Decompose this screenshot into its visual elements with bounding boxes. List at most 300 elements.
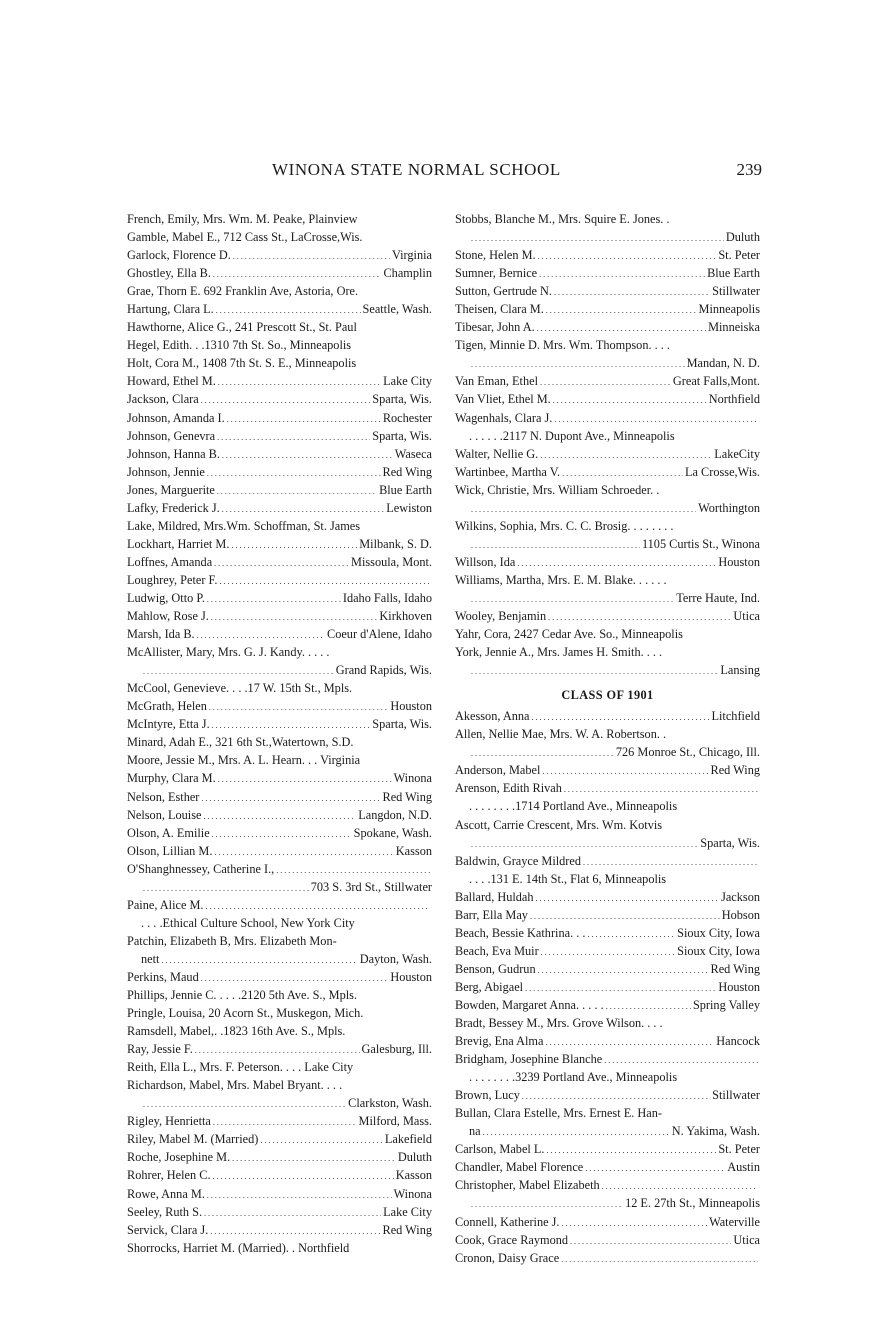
entry-place: Great Falls,Mont. <box>672 374 760 389</box>
entry-text: Moore, Jessie M., Mrs. A. L. Hearn. . . Virginia <box>127 753 361 768</box>
roster-entry <box>455 960 760 978</box>
roster-entry <box>127 968 432 986</box>
roster-entry <box>127 806 432 824</box>
dot-leader <box>260 1130 383 1148</box>
entry-text: Hawthorne, Alice G., 241 Prescott St., St. Paul <box>127 320 357 335</box>
roster-entry <box>127 372 432 390</box>
dot-leader <box>602 1176 758 1194</box>
entry-text: Yahr, Cora, 2427 Cedar Ave. So., Minneapolis <box>455 627 683 642</box>
roster-entry <box>127 1004 432 1022</box>
roster-entry <box>455 996 760 1014</box>
entry-text: Allen, Nellie Mae, Mrs. W. A. Robertson. . <box>455 727 667 742</box>
roster-entry <box>455 481 760 499</box>
roster-entry <box>127 517 432 535</box>
roster-entry <box>455 1068 760 1086</box>
entry-place: Lewiston <box>386 500 432 515</box>
entry-place: Sioux City, Iowa <box>677 925 760 940</box>
dot-leader <box>161 950 357 968</box>
entry-place: Blue Earth <box>707 266 760 281</box>
entry-place: 726 Monroe St., Chicago, Ill. <box>615 745 760 760</box>
entry-place: Winona <box>393 771 432 786</box>
entry-text: Gamble, Mabel E., 712 Cass St., LaCrosse,Wis. <box>127 230 363 245</box>
entry-text: Wilkins, Sophia, Mrs. C. C. Brosig. . . . . . . . <box>455 518 674 533</box>
roster-entry <box>127 445 432 463</box>
roster-entry <box>455 1014 760 1032</box>
roster-entry <box>455 1104 760 1122</box>
entry-text: McCool, Genevieve. . . .17 W. 15th St., Mpls. <box>127 681 353 696</box>
entry-name: Van Eman, Ethel <box>455 374 538 389</box>
entry-name: Johnson, Hanna B. <box>127 446 220 461</box>
entry-place: 1105 Curtis St., Winona <box>641 536 760 551</box>
roster-entry <box>127 788 432 806</box>
roster-entry <box>455 779 760 797</box>
dot-leader <box>562 1213 708 1231</box>
entry-name: Servick, Clara J. <box>127 1222 209 1237</box>
roster-entry <box>127 1022 432 1040</box>
dot-leader <box>538 960 709 978</box>
roster-entry <box>455 228 760 246</box>
entry-place: Stillwater <box>712 284 760 299</box>
entry-name: Lockhart, Harriet M. <box>127 536 230 551</box>
entry-name: Ray, Jessie F. <box>127 1042 193 1057</box>
entry-place: Utica <box>733 1232 760 1247</box>
dot-leader <box>548 607 731 625</box>
dot-leader <box>471 535 640 553</box>
entry-place: Kasson <box>395 1168 432 1183</box>
entry-name: McGrath, Helen <box>127 699 207 714</box>
entry-text: Hegel, Edith. . .1310 7th St. So., Minneapolis <box>127 338 352 353</box>
entry-place: Houston <box>718 979 760 994</box>
dot-leader <box>212 715 371 733</box>
dot-leader <box>219 571 430 589</box>
roster-entry <box>127 1058 432 1076</box>
entry-name: Loffnes, Amanda <box>127 554 213 569</box>
entry-place: Austin <box>727 1160 760 1175</box>
dot-leader <box>583 852 758 870</box>
roster-entry <box>455 1194 760 1212</box>
entry-name: Benson, Gudrun <box>455 961 536 976</box>
roster-entry <box>455 816 760 834</box>
dot-leader <box>604 1050 758 1068</box>
dot-leader <box>218 769 392 787</box>
dot-leader <box>210 1221 380 1239</box>
roster-continued <box>455 210 760 679</box>
roster-entry <box>455 743 760 761</box>
entry-place: Red Wing <box>382 789 432 804</box>
entry-place: Spring Valley <box>692 997 760 1012</box>
entry-place: Hobson <box>721 907 760 922</box>
entry-name: Johnson, Amanda I. <box>127 410 225 425</box>
dot-leader <box>553 390 707 408</box>
entry-name: O'Shanghnessey, Catherine I., <box>127 861 275 876</box>
roster-entry <box>127 1130 432 1148</box>
roster-entry <box>455 445 760 463</box>
roster-entry <box>127 860 432 878</box>
dot-leader <box>201 968 389 986</box>
dot-leader <box>554 282 710 300</box>
entry-place: Lake City <box>383 1204 432 1219</box>
dot-leader <box>585 1158 725 1176</box>
entry-text: Patchin, Elizabeth B, Mrs. Elizabeth Mon- <box>127 933 337 948</box>
entry-name: Baldwin, Grayce Mildred <box>455 853 582 868</box>
roster-entry <box>455 978 760 996</box>
entry-place: Waterville <box>709 1214 760 1229</box>
dot-leader <box>213 1166 394 1184</box>
dot-leader <box>522 1086 710 1104</box>
dot-leader <box>471 499 696 517</box>
entry-place: Red Wing <box>710 961 760 976</box>
entry-name: Stone, Helen M. <box>455 248 536 263</box>
entry-name: Jackson, Clara <box>127 392 199 407</box>
dot-leader <box>538 246 717 264</box>
dot-leader <box>222 499 384 517</box>
entry-name: Ballard, Huldah <box>455 889 534 904</box>
roster-entry <box>127 409 432 427</box>
entry-name: Garlock, Florence D. <box>127 248 231 263</box>
entry-place: Coeur d'Alene, Idaho <box>327 627 432 642</box>
roster-entry <box>455 1140 760 1158</box>
entry-name: Sutton, Gertrude N. <box>455 284 552 299</box>
roster-entry <box>127 300 432 318</box>
dot-leader <box>539 264 705 282</box>
dot-leader <box>540 372 671 390</box>
dot-leader <box>207 463 381 481</box>
dot-leader <box>232 1148 396 1166</box>
roster-entry <box>455 535 760 553</box>
dot-leader <box>546 1140 716 1158</box>
dot-leader <box>217 481 377 499</box>
dot-leader <box>471 834 698 852</box>
roster-entry <box>127 932 432 950</box>
dot-leader <box>143 878 309 896</box>
dot-leader <box>540 445 712 463</box>
entry-name: Barr, Ella May <box>455 907 528 922</box>
roster-entry <box>455 1032 760 1050</box>
entry-name: Theisen, Clara M. <box>455 302 544 317</box>
entry-name: Paine, Alice M. <box>127 897 204 912</box>
roster-entry <box>455 463 760 481</box>
dot-leader <box>517 553 716 571</box>
entry-name: Roche, Josephine M. <box>127 1150 231 1165</box>
dot-leader <box>231 535 357 553</box>
roster-entry <box>455 318 760 336</box>
entry-text: . . . .131 E. 14th St., Flat 6, Minneapolis <box>469 871 667 886</box>
entry-place: Hancock <box>716 1034 760 1049</box>
dot-leader <box>537 318 706 336</box>
roster-entry <box>127 427 432 445</box>
entry-name: Cronon, Daisy Grace <box>455 1250 560 1265</box>
roster-entry <box>127 210 432 228</box>
entry-name: Brown, Lucy <box>455 1088 520 1103</box>
class-1901-roster <box>455 707 760 1266</box>
dot-leader <box>525 978 716 996</box>
entry-name: Olson, Lillian M. <box>127 843 213 858</box>
roster-entry <box>127 535 432 553</box>
entry-name: Rigley, Henrietta <box>127 1114 211 1129</box>
roster-entry <box>127 1076 432 1094</box>
entry-place: Houston <box>718 554 760 569</box>
entry-place: Mandan, N. D. <box>686 356 760 371</box>
dot-leader <box>471 354 685 372</box>
entry-place: Red Wing <box>382 464 432 479</box>
entry-name: Anderson, Mabel <box>455 763 541 778</box>
roster-entry <box>127 318 432 336</box>
entry-place: Sparta, Wis. <box>372 717 432 732</box>
dot-leader <box>195 1040 360 1058</box>
roster-entry <box>127 842 432 860</box>
entry-text: Reith, Ella L., Mrs. F. Peterson. . . . Lake City <box>127 1060 354 1075</box>
entry-name: Connell, Katherine J. <box>455 1214 560 1229</box>
dot-leader <box>471 1194 623 1212</box>
roster-entry <box>455 906 760 924</box>
entry-name: Nelson, Louise <box>127 807 202 822</box>
dot-leader <box>531 707 709 725</box>
entry-place: Stillwater <box>712 1088 760 1103</box>
entry-place: Minneapolis <box>698 302 760 317</box>
roster-entry <box>455 1213 760 1231</box>
entry-text: . . . . . . . .1714 Portland Ave., Minneapolis <box>469 799 678 814</box>
dot-leader <box>483 1122 670 1140</box>
entry-place: Sioux City, Iowa <box>677 943 760 958</box>
dot-leader <box>545 1032 714 1050</box>
roster-entry <box>455 761 760 779</box>
dot-leader <box>207 589 341 607</box>
entry-text: French, Emily, Mrs. Wm. M. Peake, Plainview <box>127 212 358 226</box>
entry-place: Sparta, Wis. <box>700 835 760 850</box>
dot-leader <box>213 264 382 282</box>
class-heading: CLASS OF 1901 <box>561 688 654 703</box>
dot-leader <box>471 661 718 679</box>
roster-entry <box>127 1094 432 1112</box>
entry-place: Minneiska <box>708 320 760 335</box>
roster-entry <box>127 679 432 697</box>
roster-entry <box>455 834 760 852</box>
roster-entry <box>127 589 432 607</box>
dot-leader <box>214 553 349 571</box>
entry-name: Howard, Ethel M. <box>127 374 216 389</box>
entry-name: Christopher, Mabel Elizabeth <box>455 1178 600 1193</box>
roster-entry <box>455 372 760 390</box>
dot-leader <box>587 924 675 942</box>
entry-text: . . . . . . . .3239 Portland Ave., Minneapolis <box>469 1070 678 1085</box>
roster-entry <box>455 625 760 643</box>
entry-place: Worthington <box>698 500 760 515</box>
roster-entry <box>127 697 432 715</box>
roster-entry <box>127 1148 432 1166</box>
dot-leader <box>206 896 430 914</box>
entry-place: Spokane, Wash. <box>353 825 432 840</box>
dot-leader <box>143 1094 346 1112</box>
entry-name: Berg, Abigael <box>455 979 524 994</box>
roster-entry <box>127 643 432 661</box>
roster-entry <box>455 942 760 960</box>
roster-entry <box>127 1239 432 1257</box>
entry-place: 703 S. 3rd St., Stillwater <box>310 879 432 894</box>
roster-entry <box>127 354 432 372</box>
entry-name: Olson, A. Emilie <box>127 825 210 840</box>
entry-place: Blue Earth <box>379 482 432 497</box>
entry-place: Seattle, Wash. <box>362 302 432 317</box>
roster-entry <box>127 769 432 787</box>
roster-entry <box>455 246 760 264</box>
dot-leader <box>530 906 720 924</box>
entry-name: Loughrey, Peter F. <box>127 572 218 587</box>
roster-entry <box>455 264 760 282</box>
roster-entry <box>127 1112 432 1130</box>
roster-entry <box>127 896 432 914</box>
entry-place: Northfield <box>708 392 760 407</box>
roster-entry <box>455 589 760 607</box>
entry-place: 12 E. 27th St., Minneapolis <box>625 1196 760 1211</box>
entry-name: Beach, Eva Muir <box>455 943 539 958</box>
roster-entry <box>455 707 760 725</box>
roster-entry <box>127 463 432 481</box>
roster-entry <box>455 553 760 571</box>
dot-leader <box>276 860 430 878</box>
roster-entry <box>455 1249 760 1267</box>
entry-place: LakeCity <box>714 446 760 461</box>
entry-name: Beach, Bessie Kathrina. . . <box>455 925 586 940</box>
entry-place: Sparta, Wis. <box>372 428 432 443</box>
entry-text: Minard, Adah E., 321 6th St.,Watertown, S.D. <box>127 735 354 750</box>
entry-text: . . . . . .2117 N. Dupont Ave., Minneapolis <box>469 428 675 443</box>
roster-entry <box>127 914 432 932</box>
dot-leader <box>203 806 356 824</box>
roster-entry <box>127 336 432 354</box>
entry-place: Jackson <box>721 889 760 904</box>
entry-name: Johnson, Jennie <box>127 464 205 479</box>
entry-place: Terre Haute, Ind. <box>676 590 760 605</box>
dot-leader <box>211 607 378 625</box>
entry-name: Arenson, Edith Rivah <box>455 781 562 796</box>
roster-entry <box>127 1221 432 1239</box>
dot-leader <box>218 372 381 390</box>
entry-place: Kirkhoven <box>379 609 432 624</box>
roster-entry <box>455 409 760 427</box>
entry-name: Seeley, Ruth S. <box>127 1204 203 1219</box>
entry-name: Rohrer, Helen C. <box>127 1168 211 1183</box>
entry-text: Phillips, Jennie C. . . . .2120 5th Ave. S., Mpls. <box>127 988 358 1003</box>
entry-place: Clarkston, Wash. <box>348 1096 432 1111</box>
roster-entry <box>455 661 760 679</box>
dot-leader <box>541 942 675 960</box>
roster-entry <box>127 986 432 1004</box>
entry-place: Red Wing <box>710 763 760 778</box>
roster-entry <box>127 751 432 769</box>
entry-place: Lansing <box>720 663 760 678</box>
entry-place: St. Peter <box>718 1142 760 1157</box>
roster-entry <box>455 888 760 906</box>
dot-leader <box>536 888 720 906</box>
entry-name: Bridgham, Josephine Blanche <box>455 1052 603 1067</box>
roster-entry <box>455 282 760 300</box>
entry-place: Duluth <box>725 230 760 245</box>
entry-name: Mahlow, Rose J. <box>127 609 209 624</box>
dot-leader <box>217 427 370 445</box>
roster-entry <box>455 336 760 354</box>
roster-entry <box>455 870 760 888</box>
dot-leader <box>207 1185 392 1203</box>
entry-place: Winona <box>393 1186 432 1201</box>
dot-leader <box>546 300 697 318</box>
dot-leader <box>227 409 381 427</box>
roster-entry <box>455 725 760 743</box>
roster-entry <box>127 1166 432 1184</box>
entry-place: Litchfield <box>711 709 760 724</box>
roster-entry <box>455 797 760 815</box>
page-header <box>272 160 762 184</box>
roster-entry <box>127 878 432 896</box>
entry-name: Brevig, Ena Alma <box>455 1034 544 1049</box>
entry-place: Lakefield <box>384 1132 432 1147</box>
roster-entry <box>127 246 432 264</box>
roster-entry <box>127 553 432 571</box>
roster-entry <box>127 571 432 589</box>
entry-place: Grand Rapids, Wis. <box>335 663 432 678</box>
entry-name: Ludwig, Otto P. <box>127 590 205 605</box>
entry-text: McAllister, Mary, Mrs. G. J. Kandy. . . . . <box>127 645 330 660</box>
entry-place: Sparta, Wis. <box>372 392 432 407</box>
dot-leader <box>222 445 393 463</box>
right-column <box>455 210 760 1267</box>
roster-entry <box>455 300 760 318</box>
entry-place: Lake City <box>383 374 432 389</box>
entry-name: Murphy, Clara M. <box>127 771 216 786</box>
roster-entry <box>127 481 432 499</box>
dot-leader <box>554 409 758 427</box>
dot-leader <box>197 625 325 643</box>
dot-leader <box>570 1231 731 1249</box>
entry-place: Dayton, Wash. <box>359 951 432 966</box>
running-title: WINONA STATE NORMAL SCHOOL <box>272 160 561 179</box>
entry-name: Ghostley, Ella B. <box>127 266 211 281</box>
roster-entry <box>455 499 760 517</box>
entry-place: Houston <box>390 969 432 984</box>
entry-name: Wartinbee, Martha V. <box>455 464 561 479</box>
roster-entry <box>127 264 432 282</box>
entry-name: Walter, Nellie G. <box>455 446 539 461</box>
dot-leader <box>471 589 674 607</box>
roster-entry <box>455 1122 760 1140</box>
dot-leader <box>214 842 393 860</box>
dot-leader <box>209 697 388 715</box>
dot-leader <box>606 996 691 1014</box>
roster-entry <box>127 282 432 300</box>
roster-entry <box>127 1040 432 1058</box>
roster-entry <box>455 852 760 870</box>
entry-name: Carlson, Mabel L. <box>455 1142 545 1157</box>
entry-text: Bullan, Clara Estelle, Mrs. Ernest E. Han- <box>455 1106 662 1121</box>
entry-text: Pringle, Louisa, 20 Acorn St., Muskegon, Mich. <box>127 1006 364 1021</box>
roster-entry <box>455 571 760 589</box>
entry-name: Jones, Marguerite <box>127 482 215 497</box>
roster-entry <box>455 427 760 445</box>
entry-name: Van Vliet, Ethel M. <box>455 392 551 407</box>
dot-leader <box>201 390 371 408</box>
entry-name: Bowden, Margaret Anna. . . . . <box>455 997 604 1012</box>
entry-place: Virginia <box>391 248 432 263</box>
entry-name: Chandler, Mabel Florence <box>455 1160 584 1175</box>
roster-entry <box>127 824 432 842</box>
entry-name: Hartung, Clara L. <box>127 302 214 317</box>
entry-name: Willson, Ida <box>455 554 516 569</box>
entry-text: Shorrocks, Harriet M. (Married). . Northfield <box>127 1240 350 1255</box>
entry-name: na <box>469 1124 481 1139</box>
entry-name: nett <box>141 951 160 966</box>
dot-leader <box>471 228 724 246</box>
roster-entry <box>455 1158 760 1176</box>
entry-place: Waseca <box>394 446 432 461</box>
